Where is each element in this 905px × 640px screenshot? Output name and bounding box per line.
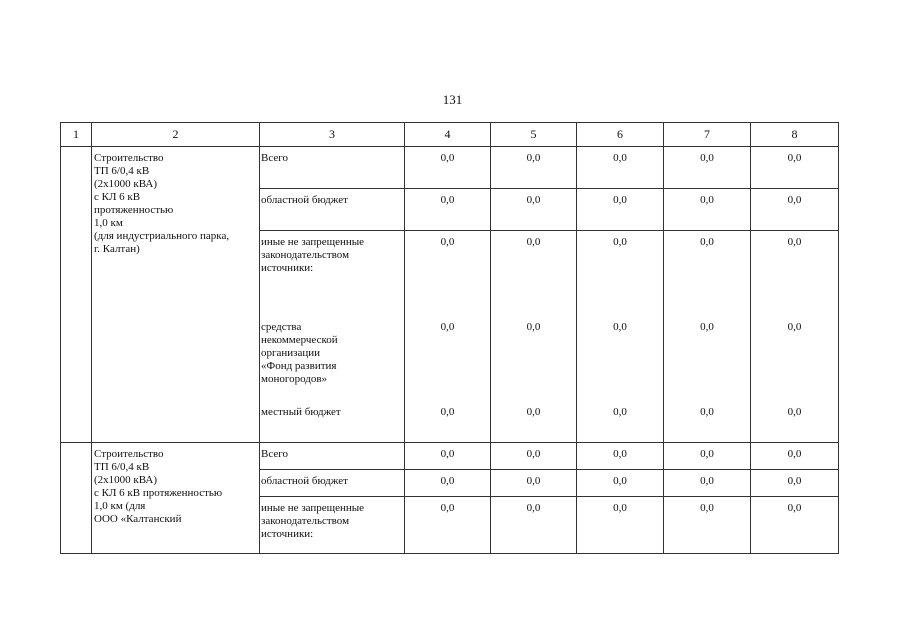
header-row bbox=[61, 123, 839, 147]
value-cell: 0,0 bbox=[491, 401, 577, 443]
source-label: областной бюджет bbox=[260, 470, 405, 497]
value-cell: 0,0 bbox=[405, 147, 491, 189]
value-cell: 0,0 bbox=[751, 189, 839, 231]
value-cell: 0,0 bbox=[577, 316, 664, 401]
source-label-line: средства bbox=[261, 321, 302, 333]
value-cell: 0,0 bbox=[577, 231, 664, 317]
value-cell: 0,0 bbox=[405, 443, 491, 470]
header-cell: 6 bbox=[577, 123, 664, 147]
value-cell: 0,0 bbox=[664, 497, 751, 554]
index-cell bbox=[61, 147, 92, 443]
value-cell: 0,0 bbox=[751, 147, 839, 189]
value-cell: 0,0 bbox=[664, 189, 751, 231]
source-label-line: источники: bbox=[261, 528, 314, 540]
source-label-line: законодательством bbox=[261, 515, 350, 527]
source-label: областной бюджет bbox=[260, 189, 405, 231]
value-cell: 0,0 bbox=[405, 497, 491, 554]
page-number: 131 bbox=[442, 92, 463, 107]
object-name-line: ООО «Калтанский bbox=[94, 513, 182, 525]
source-label-line: источники: bbox=[261, 262, 314, 274]
budget-table bbox=[60, 122, 839, 554]
object-name-line: 1,0 км bbox=[94, 217, 123, 229]
source-label: Всего bbox=[260, 147, 405, 189]
object-name-cell bbox=[92, 443, 260, 554]
value-cell: 0,0 bbox=[577, 470, 664, 497]
header-cell: 4 bbox=[405, 123, 491, 147]
value-cell: 0,0 bbox=[664, 470, 751, 497]
source-label: местный бюджет bbox=[260, 401, 405, 443]
object-name-line: протяженностью bbox=[94, 204, 174, 216]
header-cell: 7 bbox=[664, 123, 751, 147]
value-cell: 0,0 bbox=[405, 316, 491, 401]
value-cell: 0,0 bbox=[664, 443, 751, 470]
value-cell: 0,0 bbox=[664, 147, 751, 189]
value-cell: 0,0 bbox=[491, 470, 577, 497]
source-label-line: законодательством bbox=[261, 249, 350, 261]
value-cell: 0,0 bbox=[491, 147, 577, 189]
object-name-line: (2х1000 кВА) bbox=[94, 178, 158, 190]
header-cell: 1 bbox=[61, 123, 92, 147]
header-cell: 8 bbox=[751, 123, 839, 147]
header-cell: 5 bbox=[491, 123, 577, 147]
value-cell: 0,0 bbox=[751, 401, 839, 443]
table-row bbox=[61, 147, 839, 189]
value-cell: 0,0 bbox=[751, 470, 839, 497]
header-cell: 2 bbox=[92, 123, 260, 147]
source-label-line: некоммерческой bbox=[261, 334, 338, 346]
value-cell: 0,0 bbox=[751, 231, 839, 317]
source-label-line: иные не запрещенные bbox=[261, 502, 365, 514]
object-name-line: (2х1000 кВА) bbox=[94, 474, 158, 486]
source-label-line: моногородов» bbox=[261, 373, 328, 385]
value-cell: 0,0 bbox=[751, 443, 839, 470]
source-label-line: организации bbox=[261, 347, 321, 359]
header-cell: 3 bbox=[260, 123, 405, 147]
value-cell: 0,0 bbox=[577, 497, 664, 554]
object-name-line: ТП 6/0,4 кВ bbox=[94, 461, 150, 473]
value-cell: 0,0 bbox=[577, 443, 664, 470]
source-label: Всего bbox=[260, 443, 405, 470]
value-cell: 0,0 bbox=[491, 189, 577, 231]
object-name-line: Строительство bbox=[94, 448, 164, 460]
value-cell: 0,0 bbox=[491, 231, 577, 317]
value-cell: 0,0 bbox=[751, 316, 839, 401]
value-cell: 0,0 bbox=[577, 147, 664, 189]
value-cell: 0,0 bbox=[405, 189, 491, 231]
source-label bbox=[260, 497, 405, 554]
object-name-line: с КЛ 6 кВ протяженностью bbox=[94, 487, 223, 499]
value-cell: 0,0 bbox=[491, 497, 577, 554]
value-cell: 0,0 bbox=[751, 497, 839, 554]
value-cell: 0,0 bbox=[577, 189, 664, 231]
value-cell: 0,0 bbox=[405, 231, 491, 317]
object-name-line: Строительство bbox=[94, 152, 164, 164]
value-cell: 0,0 bbox=[405, 470, 491, 497]
value-cell: 0,0 bbox=[491, 316, 577, 401]
object-name-line: 1,0 км (для bbox=[94, 500, 146, 512]
source-label bbox=[260, 316, 405, 401]
source-label-line: «Фонд развития bbox=[261, 360, 337, 372]
object-name-line: г. Калтан) bbox=[94, 243, 140, 255]
value-cell: 0,0 bbox=[577, 401, 664, 443]
source-label bbox=[260, 231, 405, 317]
source-label-line: иные не запрещенные bbox=[261, 236, 365, 248]
index-cell bbox=[61, 443, 92, 554]
value-cell: 0,0 bbox=[405, 401, 491, 443]
value-cell: 0,0 bbox=[664, 401, 751, 443]
value-cell: 0,0 bbox=[664, 316, 751, 401]
value-cell: 0,0 bbox=[491, 443, 577, 470]
object-name-line: (для индустриального парка, bbox=[94, 230, 230, 242]
table-row bbox=[61, 443, 839, 470]
value-cell: 0,0 bbox=[664, 231, 751, 317]
object-name-line: ТП 6/0,4 кВ bbox=[94, 165, 150, 177]
object-name-line: с КЛ 6 кВ bbox=[94, 191, 141, 203]
object-name-cell bbox=[92, 147, 260, 443]
